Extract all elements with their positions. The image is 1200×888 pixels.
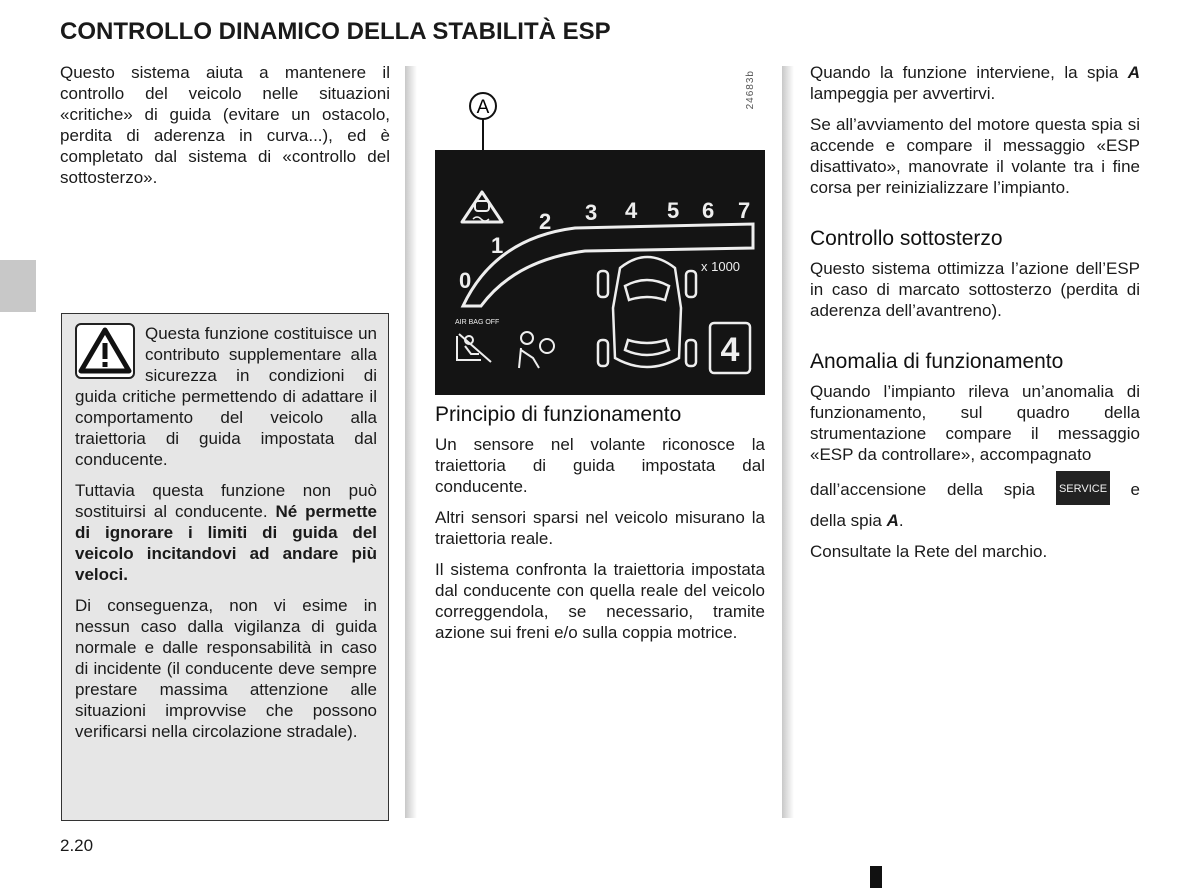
rpm-tick: 7 — [738, 198, 751, 223]
airbag-off-label: AIR BAG OFF — [455, 319, 500, 326]
svg-text:SERVICE: SERVICE — [1058, 483, 1107, 495]
figure-reference-code: 24683b — [745, 70, 756, 110]
rpm-tick: 1 — [491, 233, 504, 258]
page-number: 2.20 — [60, 836, 94, 855]
warning-paragraph-3: Di conseguenza, non vi esime in nessun caso dalla vigilanza di guida normale e dalle responsabilità in caso di incidente (il conducente deve sempre prestare massima attenzione alle situazioni improvvise che possono verificarsi nella circolazione stradale). — [75, 596, 377, 741]
intervention-paragraph: Quando la funzione interviene, la spia A lampeggia per avvertirvi. — [810, 63, 1140, 103]
intro-paragraph: Questo sistema aiuta a mantenere il controllo del veicolo nelle situazioni «critiche» di guida (evitare un ostacolo, perdita di aderenza in curva...), ed è completato dal sistema di «controllo del sottosterzo». — [60, 63, 390, 187]
principle-paragraph-1: Un sensore nel volante riconosce la traiettoria di guida impostata dal conducente. — [435, 435, 765, 496]
rpm-tick: 4 — [625, 198, 638, 223]
malfunction-heading: Anomalia di funzionamento — [810, 350, 1064, 373]
warning-paragraph-1: Questa funzione costituisce un contributo supplementare alla sicurezza in condizioni di guida critiche permettendo di adattare il comportamento del veicolo alla traiettoria di guida impostata dal conducente. — [75, 324, 377, 469]
spia-a-line: della spia A. — [810, 511, 904, 530]
understeer-paragraph: Questo sistema ottimizza l’azione dell’ESP in caso di marcato sottosterzo (perdita di aderenza dell’avantreno). — [810, 259, 1140, 320]
rpm-tick: 2 — [539, 209, 552, 234]
principle-column — [435, 402, 765, 653]
page-title: CONTROLLO DINAMICO DELLA STABILITÀ ESP — [60, 18, 611, 45]
rpm-unit: x 1000 — [701, 259, 741, 274]
rpm-tick: 3 — [585, 200, 598, 225]
warning-paragraph-2: Tuttavia questa funzione non può sostituirsi al conducente. Né permette di ignorare i limiti di guida del veicolo incitandovi ad andare più veloci. — [75, 481, 377, 584]
rpm-tick: 5 — [667, 198, 680, 223]
rpm-tick: 6 — [702, 198, 715, 223]
column-divider — [405, 66, 417, 818]
restart-paragraph: Se all’avviamento del motore questa spia si accende e compare il messaggio «ESP disattivato», manovrate il volante tra i fine corsa per reinizializzare l’impianto. — [810, 115, 1140, 197]
service-warning-icon — [1056, 471, 1110, 510]
warning-box — [61, 313, 389, 821]
details-column — [810, 62, 1140, 572]
malfunction-paragraph: Quando l’impianto rileva un’anomalia di funzionamento, sul quadro della strumentazione compare il messaggio «ESP da controllare», accompagnato — [810, 382, 1140, 464]
rpm-tick: 0 — [459, 268, 472, 293]
consult-network-paragraph: Consultate la Rete del marchio. — [810, 542, 1048, 561]
page-marker — [870, 866, 882, 888]
callout-a-label: A — [476, 97, 490, 118]
column-divider — [782, 66, 794, 818]
principle-heading: Principio di funzionamento — [435, 403, 682, 426]
principle-paragraph-2: Altri sensori sparsi nel veicolo misurano la traiettoria reale. — [435, 508, 765, 548]
warning-triangle-icon — [75, 323, 135, 379]
instrument-cluster-figure — [435, 88, 765, 398]
intro-column — [60, 62, 390, 198]
principle-paragraph-3: Il sistema confronta la traiettoria impostata dal conducente con quella reale del veicolo correggendola, se necessario, tramite azione sui freni e/o sulla coppia motrice. — [435, 560, 765, 642]
gear-indicator: 4 — [720, 331, 740, 369]
understeer-heading: Controllo sottosterzo — [810, 227, 1003, 250]
service-light-line: dall’accensione della spia SERVICE e — [810, 471, 1140, 510]
chapter-tab — [0, 260, 36, 312]
